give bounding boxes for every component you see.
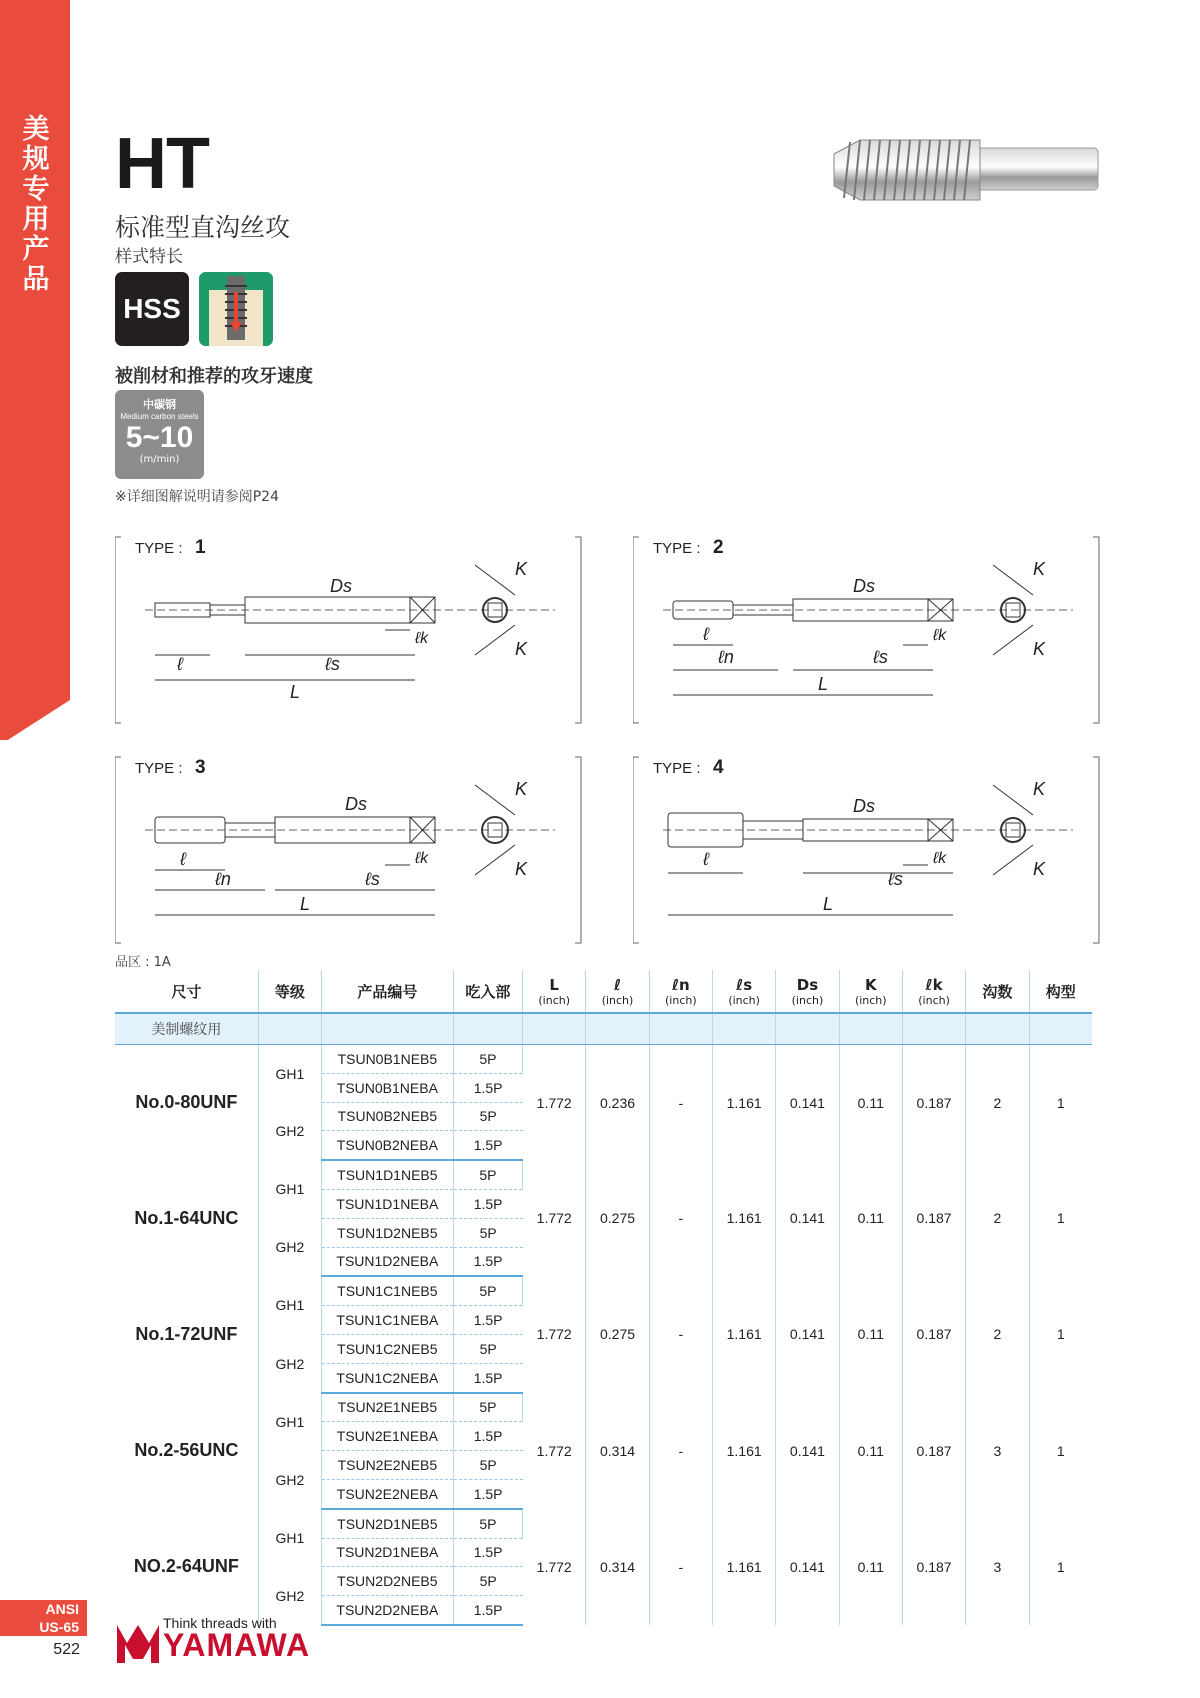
product-code-cell: TSUN1D1NEBA <box>322 1189 454 1218</box>
col-ln: ℓn (inch) <box>649 970 712 1013</box>
L-cell: 1.772 <box>523 1160 586 1276</box>
chamfer-cell: 5P <box>453 1509 522 1538</box>
ls-cell: 1.161 <box>712 1393 775 1509</box>
product-code-cell: TSUN1C1NEB5 <box>322 1276 454 1305</box>
col-ls: ℓs (inch) <box>712 970 775 1013</box>
speed-heading: 被削材和推荐的攻牙速度 <box>115 366 313 387</box>
product-code-cell: TSUN0B2NEB5 <box>322 1102 454 1131</box>
speed-badge <box>115 390 204 479</box>
svg-text:K: K <box>515 779 528 799</box>
svg-text:ℓk: ℓk <box>933 850 947 867</box>
product-code-cell: TSUN1C1NEBA <box>322 1306 454 1335</box>
product-code-cell: TSUN2D2NEB5 <box>322 1567 454 1596</box>
type-2-diagram <box>633 535 1093 725</box>
yamawa-logo <box>115 1615 325 1665</box>
svg-text:Ds: Ds <box>853 576 875 596</box>
col-lk: ℓk (inch) <box>902 970 965 1013</box>
col-size: 尺寸 <box>115 970 258 1013</box>
grade-cell: GH2 <box>258 1567 321 1625</box>
straight-flute-icon <box>199 272 273 346</box>
product-code-cell: TSUN1D1NEB5 <box>322 1160 454 1189</box>
ls-cell: 1.161 <box>712 1160 775 1276</box>
chamfer-cell: 1.5P <box>453 1189 522 1218</box>
col-grade: 等级 <box>258 970 321 1013</box>
chamfer-cell: 1.5P <box>453 1363 522 1392</box>
svg-text:ℓs: ℓs <box>365 869 380 889</box>
lk-cell: 0.187 <box>902 1045 965 1161</box>
side-band <box>0 0 70 740</box>
size-cell: No.2-56UNC <box>115 1393 258 1509</box>
grade-cell: GH2 <box>258 1334 321 1392</box>
product-code-cell: TSUN1C2NEBA <box>322 1363 454 1392</box>
product-code-cell: TSUN2E2NEBA <box>322 1479 454 1508</box>
col-L: L (inch) <box>523 970 586 1013</box>
grade-cell: GH1 <box>258 1393 321 1451</box>
col-type: 构型 <box>1029 970 1092 1013</box>
chamfer-cell: 1.5P <box>453 1479 522 1508</box>
type-3-diagram <box>115 755 575 945</box>
svg-text:Ds: Ds <box>345 794 367 814</box>
svg-text:ℓ: ℓ <box>703 849 709 869</box>
svg-text:TYPE :: TYPE : <box>653 760 701 777</box>
svg-text:TYPE :: TYPE : <box>653 540 701 557</box>
svg-text:ℓn: ℓn <box>718 647 734 667</box>
table-header-row <box>115 970 1092 1013</box>
product-code-cell: TSUN2D1NEBA <box>322 1538 454 1567</box>
svg-text:L: L <box>290 682 301 702</box>
svg-text:Ds: Ds <box>330 576 352 596</box>
svg-text:ℓk: ℓk <box>415 850 429 867</box>
svg-text:TYPE :: TYPE : <box>135 540 183 557</box>
table-row <box>115 1276 1092 1305</box>
chamfer-cell: 1.5P <box>453 1596 522 1625</box>
lk-cell: 0.187 <box>902 1276 965 1392</box>
table-row <box>115 1160 1092 1189</box>
product-code-cell: TSUN2E1NEBA <box>322 1422 454 1451</box>
lk-cell: 0.187 <box>902 1393 965 1509</box>
product-code-cell: TSUN1D2NEB5 <box>322 1218 454 1247</box>
product-zone: 品区 : 1A <box>115 955 171 970</box>
chamfer-cell: 1.5P <box>453 1538 522 1567</box>
L-cell: 1.772 <box>523 1509 586 1625</box>
grade-cell: GH1 <box>258 1276 321 1334</box>
page-number: 522 <box>53 1641 80 1658</box>
chamfer-cell: 1.5P <box>453 1131 522 1160</box>
svg-text:K: K <box>515 559 528 579</box>
product-style: 样式特长 <box>115 247 183 267</box>
product-code-cell: TSUN2E2NEB5 <box>322 1451 454 1480</box>
ls-cell: 1.161 <box>712 1509 775 1625</box>
svg-text:3: 3 <box>195 757 206 778</box>
svg-text:2: 2 <box>713 537 724 558</box>
size-cell: NO.2-64UNF <box>115 1509 258 1625</box>
type-cell: 1 <box>1056 1210 1065 1227</box>
type-cell: 1 <box>1056 1442 1065 1459</box>
svg-text:ℓ: ℓ <box>177 654 183 674</box>
logo-brand: YAMAWA <box>163 1627 311 1663</box>
l-cell: 0.236 <box>586 1045 649 1161</box>
l-cell: 0.275 <box>586 1276 649 1392</box>
type-1-diagram <box>115 535 575 725</box>
chamfer-cell: 5P <box>453 1045 522 1074</box>
material-name: 中碳钢 <box>143 398 176 411</box>
grade-cell: GH2 <box>258 1218 321 1276</box>
product-code-cell: TSUN1D2NEBA <box>322 1247 454 1276</box>
product-code-cell: TSUN0B2NEBA <box>322 1131 454 1160</box>
side-label: 美 规 专 用 产 品 <box>22 114 50 295</box>
product-code-cell: TSUN1C2NEB5 <box>322 1334 454 1363</box>
col-K: K (inch) <box>839 970 902 1013</box>
grade-cell: GH2 <box>258 1102 321 1160</box>
chamfer-cell: 5P <box>453 1276 522 1305</box>
svg-text:4: 4 <box>713 757 724 778</box>
l-cell: 0.314 <box>586 1509 649 1625</box>
K-cell: 0.11 <box>839 1045 902 1161</box>
table-row <box>115 1045 1092 1074</box>
grade-cell: GH1 <box>258 1509 321 1567</box>
spec-table <box>115 970 1092 1626</box>
lk-cell: 0.187 <box>902 1160 965 1276</box>
chamfer-cell: 5P <box>453 1102 522 1131</box>
Ds-cell: 0.141 <box>776 1276 839 1392</box>
hss-badge: HSS <box>115 272 189 346</box>
svg-text:ℓ: ℓ <box>703 624 709 644</box>
chamfer-cell: 5P <box>453 1567 522 1596</box>
size-cell: No.1-72UNF <box>115 1276 258 1392</box>
flutes-cell: 2 <box>966 1276 1029 1392</box>
col-Ds: Ds (inch) <box>776 970 839 1013</box>
L-cell: 1.772 <box>523 1045 586 1161</box>
svg-text:K: K <box>515 639 528 659</box>
L-cell: 1.772 <box>523 1393 586 1509</box>
type-cell: 1 <box>1056 1558 1065 1575</box>
svg-text:ℓs: ℓs <box>325 654 340 674</box>
svg-text:K: K <box>515 859 528 879</box>
svg-text:K: K <box>1033 859 1046 879</box>
svg-text:Ds: Ds <box>853 796 875 816</box>
l-cell: 0.275 <box>586 1160 649 1276</box>
chamfer-cell: 5P <box>453 1160 522 1189</box>
flutes-cell: 3 <box>966 1393 1029 1509</box>
ln-cell: - <box>649 1276 712 1392</box>
grade-cell: GH1 <box>258 1045 321 1103</box>
ln-cell: - <box>649 1393 712 1509</box>
svg-text:ℓs: ℓs <box>873 647 888 667</box>
flutes-cell: 2 <box>966 1045 1029 1161</box>
product-code-cell: TSUN2D2NEBA <box>322 1596 454 1625</box>
ls-cell: 1.161 <box>712 1276 775 1392</box>
grade-cell: GH2 <box>258 1451 321 1509</box>
chamfer-cell: 5P <box>453 1393 522 1422</box>
chamfer-cell: 1.5P <box>453 1306 522 1335</box>
svg-text:K: K <box>1033 559 1046 579</box>
section-tab <box>0 1600 87 1636</box>
K-cell: 0.11 <box>839 1276 902 1392</box>
svg-text:ℓk: ℓk <box>933 627 947 644</box>
svg-text:K: K <box>1033 639 1046 659</box>
product-code-cell: TSUN2E1NEB5 <box>322 1393 454 1422</box>
col-chamfer: 吃入部 <box>453 970 522 1013</box>
ansi-label: ANSI <box>45 1601 79 1617</box>
Ds-cell: 0.141 <box>776 1160 839 1276</box>
svg-text:TYPE :: TYPE : <box>135 760 183 777</box>
chamfer-cell: 5P <box>453 1218 522 1247</box>
Ds-cell: 0.141 <box>776 1045 839 1161</box>
product-title: HT <box>115 124 209 204</box>
svg-text:ℓn: ℓn <box>215 869 231 889</box>
svg-text:ℓ: ℓ <box>180 849 186 869</box>
ls-cell: 1.161 <box>712 1045 775 1161</box>
Ds-cell: 0.141 <box>776 1509 839 1625</box>
chamfer-cell: 1.5P <box>453 1247 522 1276</box>
reference-note: ※详细图解说明请参阅P24 <box>115 489 279 505</box>
speed-value: 5~10 <box>125 421 194 454</box>
svg-text:K: K <box>1033 779 1046 799</box>
size-cell: No.0-80UNF <box>115 1045 258 1161</box>
product-subtitle: 标准型直沟丝攻 <box>115 213 291 242</box>
svg-text:1: 1 <box>195 537 206 558</box>
K-cell: 0.11 <box>839 1393 902 1509</box>
product-code-cell: TSUN2D1NEB5 <box>322 1509 454 1538</box>
ln-cell: - <box>649 1160 712 1276</box>
col-l: ℓ (inch) <box>586 970 649 1013</box>
svg-text:L: L <box>300 894 311 914</box>
l-cell: 0.314 <box>586 1393 649 1509</box>
chamfer-cell: 5P <box>453 1451 522 1480</box>
K-cell: 0.11 <box>839 1509 902 1625</box>
product-code-cell: TSUN0B1NEBA <box>322 1073 454 1102</box>
svg-text:L: L <box>818 674 829 694</box>
section-code: US-65 <box>39 1619 79 1635</box>
Ds-cell: 0.141 <box>776 1393 839 1509</box>
table-row <box>115 1393 1092 1422</box>
flutes-cell: 3 <box>966 1509 1029 1625</box>
grade-cell: GH1 <box>258 1160 321 1218</box>
category-label: 美制螺纹用 <box>115 1013 258 1045</box>
col-flutes: 沟数 <box>966 970 1029 1013</box>
ln-cell: - <box>649 1509 712 1625</box>
L-cell: 1.772 <box>523 1276 586 1392</box>
chamfer-cell: 1.5P <box>453 1422 522 1451</box>
type-cell: 1 <box>1056 1326 1065 1343</box>
table-row <box>115 1509 1092 1538</box>
type-cell: 1 <box>1056 1094 1065 1111</box>
tap-product-image <box>830 130 1100 210</box>
product-code-cell: TSUN0B1NEB5 <box>322 1045 454 1074</box>
type-4-diagram <box>633 755 1093 945</box>
ln-cell: - <box>649 1045 712 1161</box>
lk-cell: 0.187 <box>902 1509 965 1625</box>
svg-text:ℓk: ℓk <box>415 630 429 647</box>
chamfer-cell: 5P <box>453 1334 522 1363</box>
chamfer-cell: 1.5P <box>453 1073 522 1102</box>
svg-text:L: L <box>823 894 834 914</box>
svg-text:ℓs: ℓs <box>888 869 903 889</box>
category-row <box>115 1013 1092 1045</box>
speed-unit: (m/min) <box>139 454 180 465</box>
K-cell: 0.11 <box>839 1160 902 1276</box>
col-product-code: 产品编号 <box>322 970 454 1013</box>
flutes-cell: 2 <box>966 1160 1029 1276</box>
size-cell: No.1-64UNC <box>115 1160 258 1276</box>
material-name-en: Medium carbon steels <box>120 412 199 421</box>
logo-tagline: Think threads with <box>163 1615 277 1631</box>
